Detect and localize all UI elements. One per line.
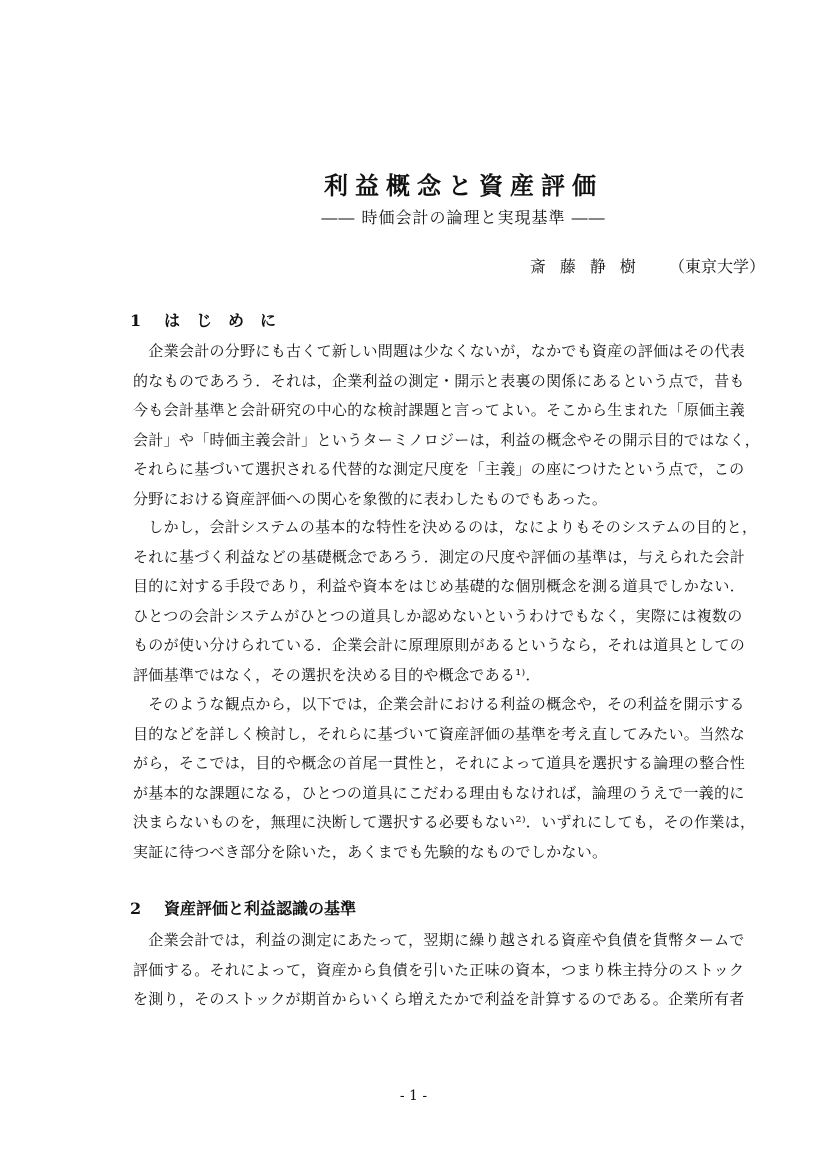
- paragraph-line: それらに基づいて選択される代替的な測定尺度を「主義」の座につけたという点で，この: [133, 460, 745, 479]
- section-heading-2: [130, 896, 356, 919]
- paragraph-line: ものが使い分けられている．企業会計に原理原則があるというなら，それは道具としての: [133, 636, 746, 655]
- paper-subtitle: ―― 時価会計の論理と実現基準 ――: [321, 208, 606, 227]
- paragraph: [133, 926, 773, 1015]
- section-heading-1: [130, 308, 292, 331]
- paragraph: [133, 337, 773, 515]
- paragraph-line: ひとつの会計システムがひとつの道具しか認めないというわけでもなく，実際には複数の: [133, 606, 743, 625]
- paragraph-line: が基本的な課題になる，ひとつの道具にこだわる理由もなければ，論理のうえで一義的に: [133, 783, 745, 802]
- paragraph-line: 今も会計基準と会計研究の中心的な検討課題と言ってよい。そこから生まれた「原価主義: [133, 401, 746, 420]
- paragraph-line: がら，そこでは，目的や概念の首尾一貫性と，それによって道具を選択する論理の整合性: [133, 754, 746, 773]
- paragraph-line: 企業会計では，利益の測定にあたって，翌期に繰り越される資産や負債を貨幣タームで: [133, 931, 745, 949]
- author-name: 斎藤静樹: [529, 257, 650, 276]
- paper-title: 利益概念と資産評価: [324, 171, 603, 200]
- paragraph-line: を測り，そのストックが期首からいくら増えたかで利益を計算するのである。企業所有者: [133, 990, 745, 1009]
- paragraph-line: 目的などを詳しく検討し，それらに基づいて資産評価の基準を考え直してみたい。当然な: [133, 724, 746, 743]
- section-number: 1: [130, 311, 142, 330]
- section-title: はじめに: [164, 311, 293, 330]
- paragraph-line: 決まらないものを，無理に決断して選択する必要もない²⁾．いずれにしても，その作業は，: [133, 813, 756, 832]
- paragraph-line: そのような観点から，以下では，企業会計における利益の概念や，その利益を開示する: [133, 695, 745, 713]
- paragraph: [133, 690, 773, 868]
- paragraph-line: 評価する。それによって，資産から負債を引いた正味の資本，つまり株主持分のストック: [133, 960, 745, 979]
- paragraph: [133, 513, 773, 691]
- paragraph-line: 目的に対する手段であり，利益や資本をはじめ基礎的な個別概念を測る道具でしかない．: [133, 577, 746, 596]
- author-affiliation: （東京大学）: [668, 257, 765, 276]
- paragraph-line: 評価基準ではなく，その選択を決める目的や概念である¹⁾．: [133, 665, 541, 684]
- author-line: [530, 254, 765, 277]
- paragraph-line: しかし，会計システムの基本的な特性を決めるのは，なによりもそのシステムの目的と，: [133, 518, 758, 536]
- paragraph-line: 企業会計の分野にも古くて新しい問題は少なくないが，なかでも資産の評価はその代表: [133, 342, 746, 360]
- paragraph-line: 実証に待つべき部分を除いた，あくまでも先験的なものでしかない。: [133, 842, 608, 861]
- paragraph-line: 分野における資産評価への関心を象徴的に表わしたものでもあった。: [133, 489, 608, 508]
- section-number: 2: [130, 899, 142, 918]
- paragraph-line: 的なものであろう．それは，企業利益の測定・開示と表裏の関係にあるという点で，昔も: [133, 371, 745, 390]
- page-number: - 1 -: [399, 1088, 428, 1104]
- paragraph-line: 会計」や「時価主義会計」というターミノロジーは，利益の概念やその開示目的ではなく，: [133, 430, 761, 449]
- section-title: 資産評価と利益認識の基準: [164, 899, 357, 918]
- paragraph-line: それに基づく利益などの基礎概念であろう．測定の尺度や評価の基準は，与えられた会計: [133, 547, 746, 566]
